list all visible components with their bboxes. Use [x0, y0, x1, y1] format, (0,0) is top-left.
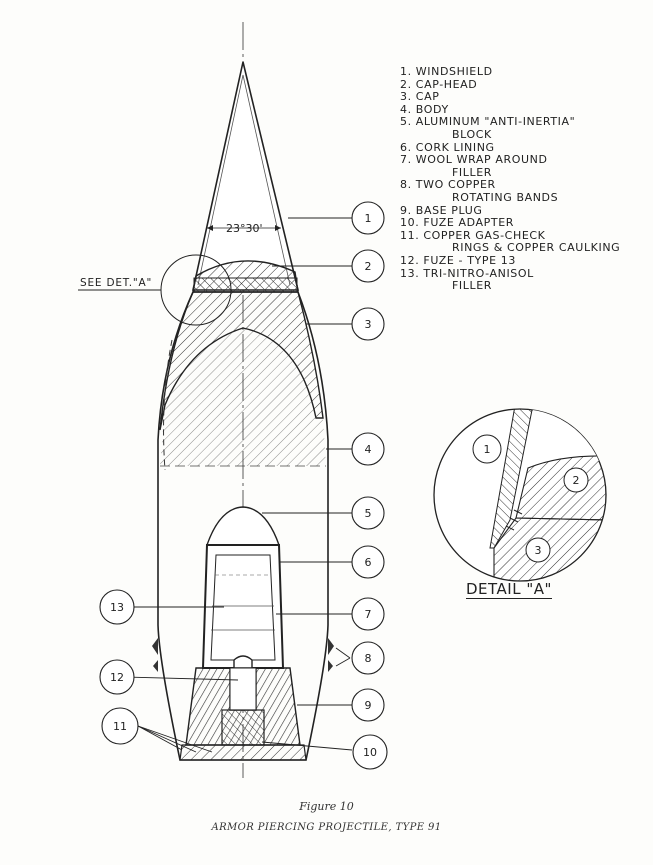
legend-item-4: 4. BODY [400, 102, 449, 116]
windshield [193, 62, 298, 290]
figure-caption: ARMOR PIERCING PROJECTILE, TYPE 91 [211, 822, 442, 833]
legend-item-3: 3. CAP [400, 90, 440, 104]
legend-item-1: 1. WINDSHIELD [400, 65, 493, 78]
callout-5 [352, 497, 384, 529]
angle-label: 23°30' [226, 222, 263, 235]
svg-text:2: 2 [572, 474, 580, 487]
svg-text:1: 1 [364, 212, 372, 225]
callout-8 [352, 642, 384, 674]
callout-4 [352, 433, 384, 465]
detail-callout-3 [526, 538, 550, 562]
svg-text:12: 12 [110, 671, 124, 684]
svg-text:3: 3 [534, 544, 542, 557]
legend-item-10: 10. FUZE ADAPTER [400, 216, 515, 230]
callout-12 [100, 660, 134, 694]
see-detail-label: SEE DET."A" [80, 277, 153, 289]
svg-text:3: 3 [364, 318, 372, 331]
detail-a-title: DETAIL "A" [466, 580, 552, 598]
legend-item-5: 5. ALUMINUM "ANTI-INERTIA" BLOCK [400, 115, 576, 141]
legend-item-7: 7. WOOL WRAP AROUND FILLER [400, 153, 548, 179]
legend-item-13: 13. TRI-NITRO-ANISOL FILLER [400, 266, 534, 293]
callout-1 [352, 202, 384, 234]
legend-item-6: 6. CORK LINING [400, 140, 495, 154]
svg-text:10: 10 [363, 746, 377, 759]
legend-item-11: 11. COPPER GAS-CHECK RINGS & COPPER CAULKING [400, 228, 621, 255]
svg-text:1: 1 [483, 443, 491, 456]
legend-item-12: 12. FUZE - TYPE 13 [400, 253, 516, 267]
rotating-band-left [152, 638, 158, 672]
detail-callout-2 [564, 468, 588, 492]
figure-number: Figure 10 [299, 800, 354, 813]
callout-9 [352, 689, 384, 721]
legend-item-9: 9. BASE PLUG [400, 203, 483, 217]
callout-3 [352, 308, 384, 340]
svg-text:7: 7 [364, 608, 372, 621]
svg-text:6: 6 [364, 556, 372, 569]
detail-a-view [434, 400, 606, 582]
parts-legend [400, 66, 640, 293]
svg-text:4: 4 [364, 443, 372, 456]
callout-7 [352, 598, 384, 630]
callout-10 [353, 735, 387, 769]
svg-text:9: 9 [364, 699, 372, 712]
callout-11 [102, 708, 138, 744]
svg-text:11: 11 [113, 720, 127, 733]
callout-13 [100, 590, 134, 624]
legend-item-2: 2. CAP-HEAD [400, 77, 478, 91]
fuze-adapter [222, 710, 264, 745]
svg-text:13: 13 [110, 601, 124, 614]
filler-cavity [211, 555, 275, 660]
svg-text:5: 5 [364, 507, 372, 520]
svg-text:8: 8 [364, 652, 372, 665]
detail-callout-1 [473, 435, 501, 463]
legend-item-8: 8. TWO COPPER ROTATING BANDS [400, 178, 559, 204]
svg-text:2: 2 [364, 260, 372, 273]
rotating-band-right [328, 638, 334, 672]
callout-2 [352, 250, 384, 282]
callout-6 [352, 546, 384, 578]
